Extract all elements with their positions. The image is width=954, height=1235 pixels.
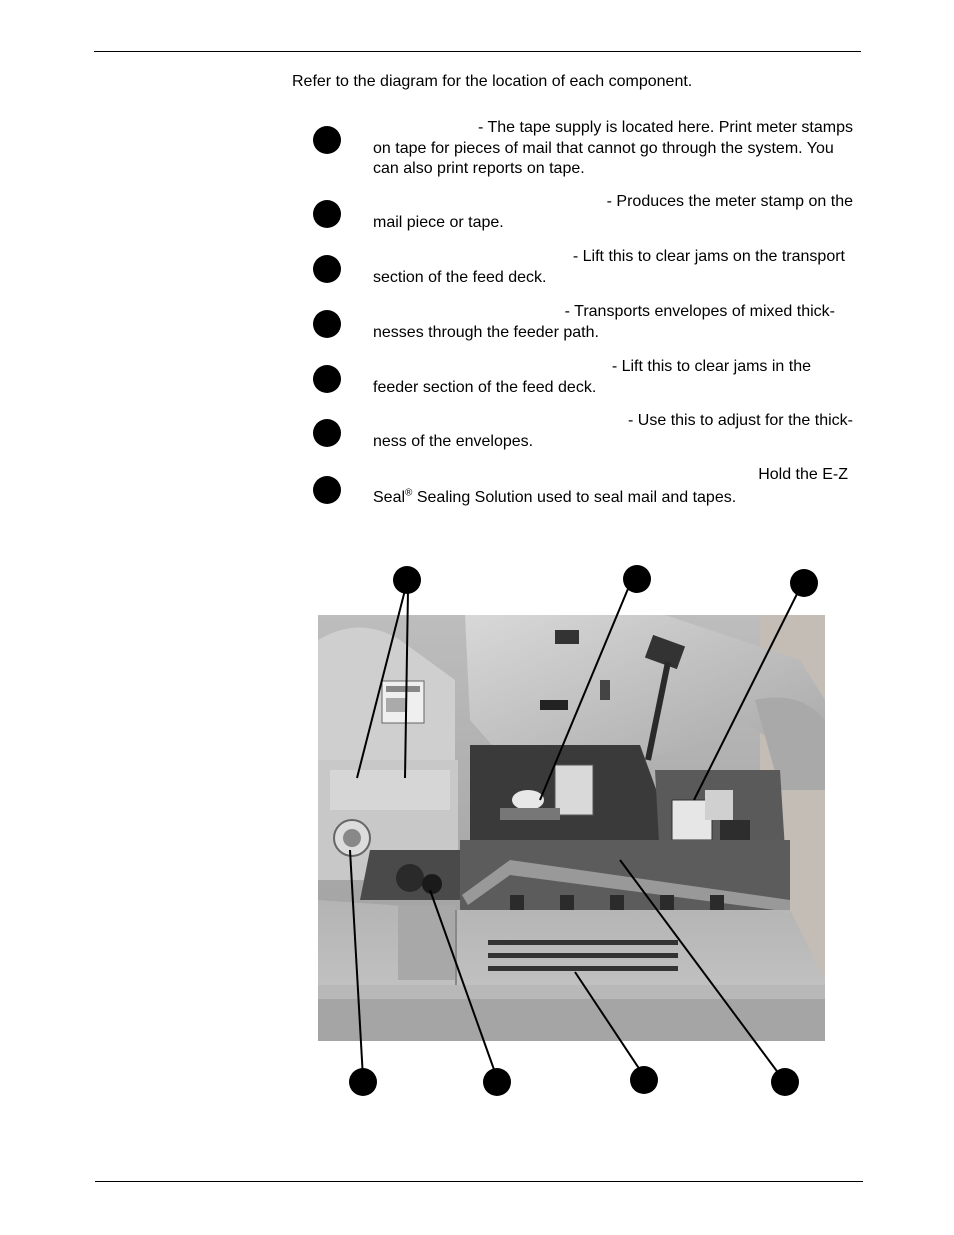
legend-line: - The tape supply is located here. Print meter stamps — [478, 119, 853, 136]
legend-line: - Produces the meter stamp on the — [606, 193, 853, 210]
legend-text: Sealing Solution used to seal mail and tapes. — [412, 488, 737, 506]
callout-marker-icon — [630, 1066, 658, 1094]
legend-line: nesses through the feeder path. — [373, 323, 599, 341]
legend-line: on tape for pieces of mail that cannot go through the system. You can also print reports on tape. — [373, 139, 834, 177]
footer-rule — [95, 1181, 863, 1182]
legend-line: - Lift this to clear jams in the — [611, 358, 811, 375]
legend-line: Hold the E-Z — [758, 466, 848, 483]
legend-line: section of the feed deck. — [373, 268, 547, 286]
callout-marker-icon — [349, 1068, 377, 1096]
registered-mark: ® — [405, 487, 413, 499]
legend-line: feeder section of the feed deck. — [373, 378, 597, 396]
legend-line: - Use this to adjust for the thick- — [628, 412, 853, 429]
callout-marker-icon — [483, 1068, 511, 1096]
mailing-machine-photo — [318, 615, 825, 1041]
legend-text: Seal — [373, 488, 406, 506]
legend-line: ness of the envelopes. — [373, 432, 534, 450]
legend-line: - Lift this to clear jams on the transport — [572, 248, 845, 265]
legend-line: mail piece or tape. — [373, 213, 504, 231]
callout-marker-icon — [393, 566, 421, 594]
intro-text: Refer to the diagram for the location of each component. — [292, 73, 693, 90]
callout-marker-icon — [790, 569, 818, 597]
legend-line: - Transports envelopes of mixed thick- — [564, 303, 835, 320]
callout-marker-icon — [623, 565, 651, 593]
callout-marker-icon — [771, 1068, 799, 1096]
